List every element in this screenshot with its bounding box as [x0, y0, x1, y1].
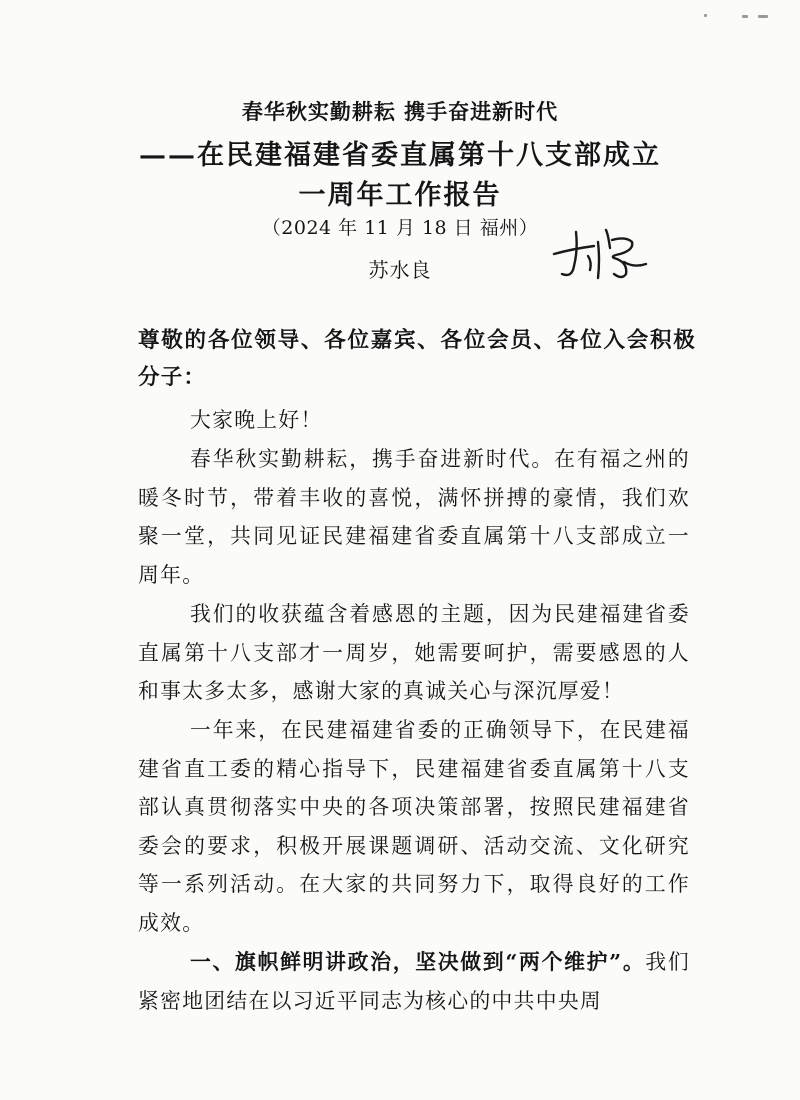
paragraph: 我们的收获蕴含着感恩的主题，因为民建福建省委直属第十八支部才一周岁，她需要呵护，需要感恩的人和事太多太多，感谢大家的真诚关心与深沉厚爱！: [138, 602, 690, 704]
date-location: （2024 年 11 月 18 日 福州）: [261, 217, 539, 239]
scan-speck: [704, 14, 707, 17]
scan-speck: [758, 15, 768, 18]
scan-speck: [742, 15, 748, 18]
report-subtitle-line1: ——在民建福建省委直属第十八支部成立: [139, 140, 661, 171]
report-title: 春华秋实勤耕耘 携手奋进新时代: [241, 99, 559, 124]
handwritten-signature: [548, 222, 650, 286]
salutation: 尊敬的各位领导、各位嘉宾、各位会员、各位入会积极分子：: [138, 328, 696, 390]
section-heading: 一、旗帜鲜明讲政治，坚决做到“两个维护”。: [190, 949, 646, 974]
paragraph: 春华秋实勤耕耘，携手奋进新时代。在有福之州的暖冬时节，带着丰收的喜悦，满怀拼搏的豪情，我们欢聚一堂，共同见证民建福建省委直属第十八支部成立一周年。: [138, 447, 690, 587]
report-subtitle-line2: 一周年工作报告: [298, 180, 502, 211]
paragraph: 一年来，在民建福建省委的正确领导下，在民建福建省直工委的精心指导下，民建福建省委直属第十八支部认真贯彻落实中央的各项决策部署，按照民建福建省委会的要求，积极开展课题调研、活动交流、文化研究等一系列活动。在大家的共同努力下，取得良好的工作成效。: [138, 718, 690, 935]
greeting: 大家晚上好！: [190, 408, 323, 432]
author-name: 苏水良: [368, 258, 432, 282]
section-paragraph: [138, 943, 690, 1020]
section-text: 我们紧密地团结在以习近平同志为核心的中共中央周: [138, 950, 690, 1013]
